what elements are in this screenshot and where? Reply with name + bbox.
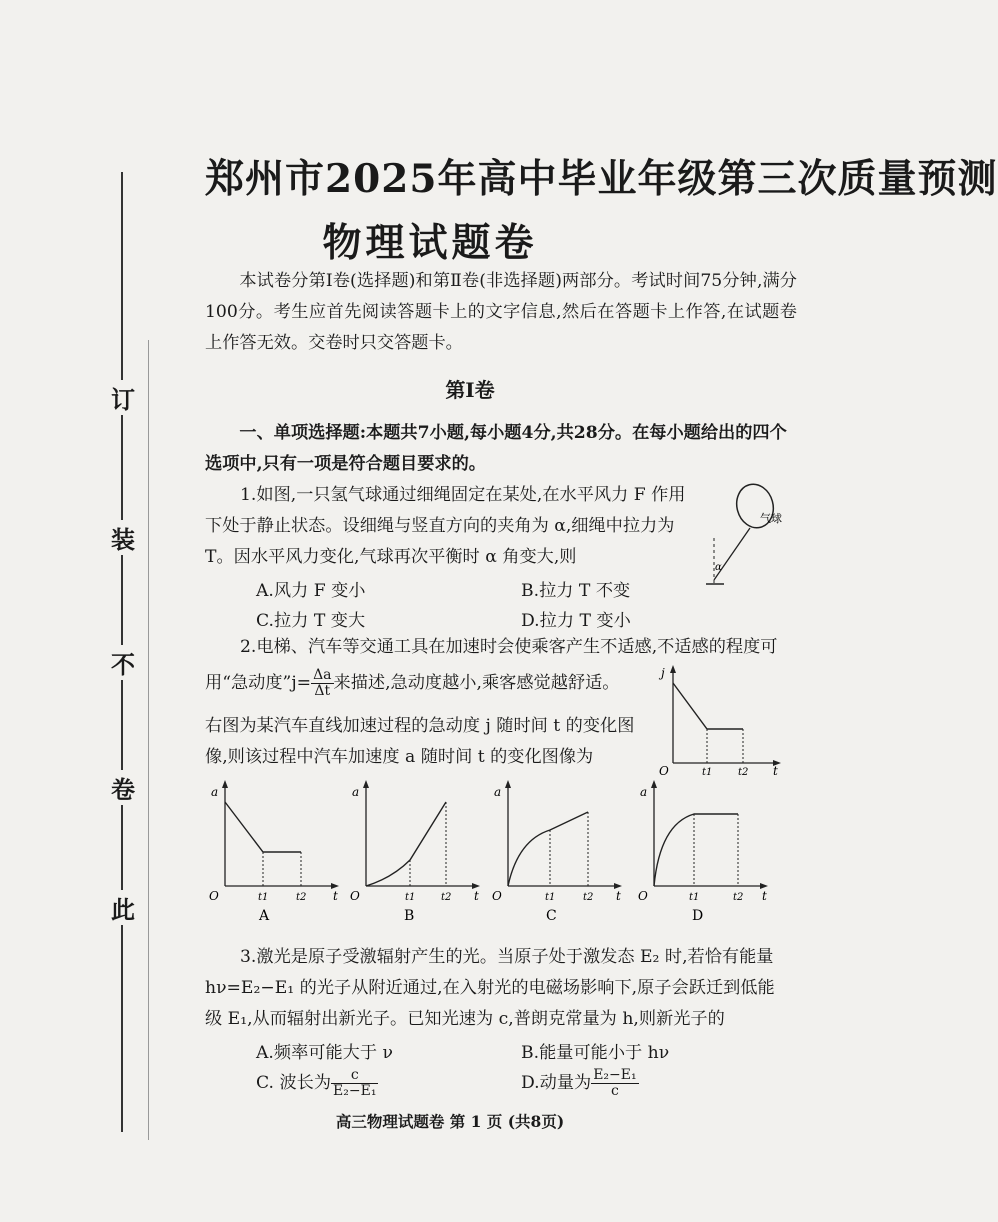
q1-line-2: 下处于静止状态。设细绳与竖直方向的夹角为 α,细绳中拉力为	[205, 516, 675, 536]
q1-line-3: T。因水平风力变化,气球再次平衡时 α 角变大,则	[205, 547, 577, 567]
q3-option-d	[521, 1068, 639, 1099]
option-c-label: C	[546, 908, 557, 924]
balloon-figure	[700, 478, 800, 588]
alpha-label: α	[715, 562, 722, 573]
jerk-graph-x-label: t	[773, 764, 778, 778]
q2-line-2-end: 来描述,急动度越小,乘客感觉越舒适。	[333, 673, 620, 693]
binding-char-4: 装	[109, 520, 137, 555]
jerk-graph	[655, 663, 785, 778]
option-d-x-label: t	[762, 889, 767, 903]
q3-option-c	[256, 1068, 378, 1099]
q3-option-c-fraction	[331, 1068, 378, 1099]
option-c-origin: O	[492, 889, 502, 903]
binding-char-5: 订	[109, 380, 137, 415]
option-b-origin: O	[350, 889, 360, 903]
part-one-heading: 一、单项选择题:本题共7小题,每小题4分,共28分。在每小题给出的四个选项中,只有一项是符合题目要求的。	[205, 423, 787, 474]
q3-option-c-text: C. 波长为	[256, 1073, 332, 1093]
binding-char-2: 卷	[109, 770, 137, 805]
option-c-curve	[508, 812, 588, 886]
q3-option-c-denominator: E₂−E₁	[333, 1083, 377, 1099]
option-d-y-label: a	[640, 785, 648, 799]
q2-line-2	[205, 668, 619, 699]
option-d-origin: O	[638, 889, 648, 903]
q3-line-2: hν=E₂−E₁ 的光子从附近通过,在入射光的电磁场影响下,原子会跃迁到低能	[205, 978, 775, 998]
section-title: 第Ⅰ卷	[445, 378, 495, 402]
jerk-graph-y-arrow	[670, 665, 676, 673]
q1-option-c: C.拉力 T 变大	[256, 611, 366, 631]
option-d-t1: t1	[689, 892, 700, 903]
option-a-t1: t1	[258, 892, 269, 903]
jerk-fraction-numerator: Δa	[313, 667, 332, 683]
option-a-curve	[225, 802, 301, 852]
jerk-graph-origin: O	[659, 764, 669, 778]
q2-line-1: 2.电梯、汽车等交通工具在加速时会使乘客产生不适感,不适感的程度可	[240, 637, 778, 657]
q3-line-3: 级 E₁,从而辐射出新光子。已知光速为 c,普朗克常量为 h,则新光子的	[205, 1009, 725, 1029]
option-a-origin: O	[209, 889, 219, 903]
option-graph-d	[634, 778, 774, 928]
q1-option-b: B.拉力 T 不变	[521, 581, 631, 601]
balloon-label: 气球	[760, 512, 782, 525]
option-a-y-label: a	[211, 785, 219, 799]
q3-option-d-numerator: E₂−E₁	[593, 1067, 637, 1083]
jerk-graph-curve	[673, 683, 743, 729]
option-graph-c	[488, 778, 628, 928]
binding-char-1: 此	[109, 890, 137, 925]
q3-line-1: 3.激光是原子受激辐射产生的光。当原子处于激发态 E₂ 时,若恰有能量	[240, 947, 774, 967]
binding-char-3: 不	[109, 645, 137, 680]
option-c-x-label: t	[616, 889, 621, 903]
option-a-x-label: t	[333, 889, 338, 903]
option-b-t2: t2	[441, 892, 452, 903]
q3-option-b: B.能量可能小于 hν	[521, 1043, 670, 1063]
q1-option-d: D.拉力 T 变小	[521, 611, 631, 631]
option-b-y-label: a	[352, 785, 360, 799]
jerk-fraction	[311, 668, 333, 699]
option-a-t2: t2	[296, 892, 307, 903]
option-a-label: A	[259, 908, 270, 924]
jerk-graph-y-label: j	[661, 666, 665, 680]
option-d-label: D	[692, 908, 704, 924]
option-graph-a	[205, 778, 345, 928]
q1-line-1: 1.如图,一只氢气球通过细绳固定在某处,在水平风力 F 作用	[240, 485, 686, 505]
page-footer: 高三物理试题卷 第 1 页 (共8页)	[335, 1112, 565, 1131]
q3-option-d-denominator: c	[610, 1083, 619, 1099]
q3-option-d-text: D.动量为	[521, 1073, 592, 1093]
q3-option-d-fraction	[591, 1068, 638, 1099]
q2-line-2-start: 用“急动度”j=	[205, 673, 312, 693]
option-d-t2: t2	[733, 892, 744, 903]
inner-margin-line	[148, 340, 149, 1140]
jerk-graph-t1: t1	[702, 767, 713, 778]
jerk-graph-t2: t2	[738, 767, 749, 778]
option-b-x-label: t	[474, 889, 479, 903]
option-b-label: B	[404, 908, 415, 924]
q3-option-c-numerator: c	[331, 1068, 378, 1084]
q2-line-3: 右图为某汽车直线加速过程的急动度 j 随时间 t 的变化图	[205, 716, 635, 736]
option-c-t2: t2	[583, 892, 594, 903]
q1-option-a: A.风力 F 变小	[256, 581, 366, 601]
option-c-t1: t1	[545, 892, 556, 903]
exam-subtitle: 物理试题卷	[322, 220, 538, 266]
exam-intro: 本试卷分第Ⅰ卷(选择题)和第Ⅱ卷(非选择题)两部分。考试时间75分钟,满分100分。考生应首先阅读答题卡上的文字信息,然后在答题卡上作答,在试题卷上作答无效。交卷时只交答题卡。	[205, 271, 797, 353]
jerk-fraction-denominator: Δt	[314, 683, 331, 699]
option-d-curve	[654, 814, 738, 886]
q3-option-a: A.频率可能大于 ν	[256, 1043, 393, 1063]
option-b-curve	[366, 802, 446, 886]
q2-line-4: 像,则该过程中汽车加速度 a 随时间 t 的变化图像为	[205, 747, 594, 767]
option-b-t1: t1	[405, 892, 416, 903]
option-graph-b	[346, 778, 486, 928]
option-c-y-label: a	[494, 785, 502, 799]
exam-title: 郑州市2025年高中毕业年级第三次质量预测	[205, 156, 998, 202]
